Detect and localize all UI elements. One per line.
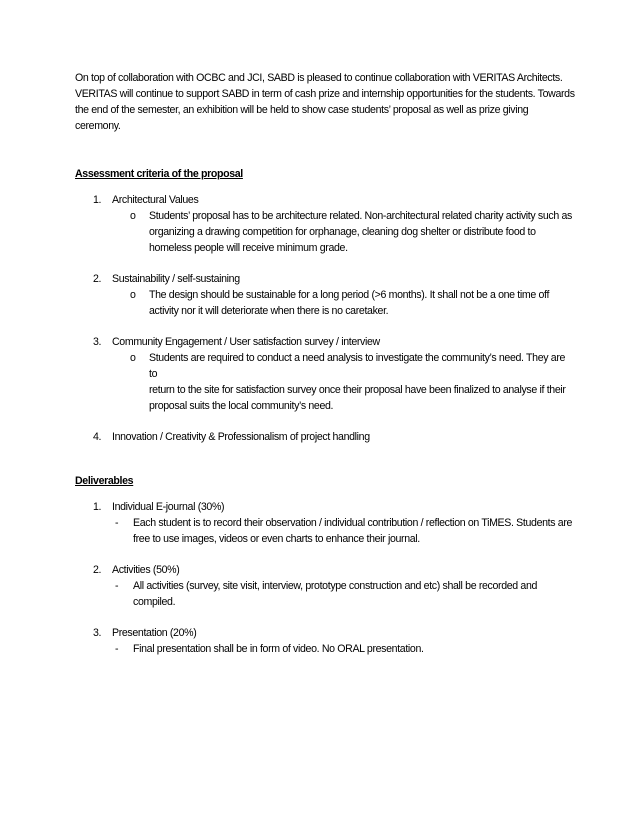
- bullet-marker: o: [130, 210, 136, 222]
- sub-point-line: free to use images, videos or even charts to enhance their journal.: [133, 533, 420, 545]
- item-title: Innovation / Creativity & Professionalism of project handling: [112, 431, 370, 443]
- deliverable-item: [75, 625, 575, 657]
- deliverable-item: [75, 562, 575, 610]
- sub-point: [112, 515, 575, 547]
- assessment-heading: Assessment criteria of the proposal: [75, 168, 243, 180]
- sub-point-line: activity nor it will deteriorate when there is no caretaker.: [149, 305, 389, 317]
- item-number: 2.: [93, 564, 102, 576]
- intro-line: the end of the semester, an exhibition will be held to show case students’ proposal as well as prize giving ceremony.: [75, 104, 529, 132]
- sub-point: [112, 578, 575, 610]
- assessment-item: [75, 271, 575, 319]
- sub-point-line: organizing a drawing competition for orphanage, cleaning dog shelter or distribute food to: [149, 226, 536, 238]
- sub-point: [112, 641, 575, 657]
- assessment-list: [75, 192, 575, 445]
- sub-point: [112, 208, 575, 256]
- bullet-marker: o: [130, 352, 136, 364]
- assessment-item: [75, 192, 575, 256]
- item-number: 3.: [93, 627, 102, 639]
- item-number: 4.: [93, 431, 102, 443]
- sub-point-line: Each student is to record their observation / individual contribution / reflection on TiMES. Students are: [133, 517, 573, 529]
- item-number: 3.: [93, 336, 102, 348]
- sub-point-line: The design should be sustainable for a long period (>6 months). It shall not be a one time off: [149, 289, 550, 301]
- deliverables-heading: Deliverables: [75, 475, 134, 487]
- dash-marker: -: [115, 643, 119, 655]
- bullet-marker: o: [130, 289, 136, 301]
- sub-point-line: Students’ proposal has to be architecture related. Non-architectural related charity activity such as: [149, 210, 572, 222]
- sub-point-line: compiled.: [133, 596, 176, 608]
- document-page: [75, 70, 575, 657]
- sub-point-line: proposal suits the local community’s need.: [149, 400, 334, 412]
- dash-marker: -: [115, 580, 119, 592]
- sub-point-line: homeless people will receive minimum grade.: [149, 242, 348, 254]
- item-number: 2.: [93, 273, 102, 285]
- dash-marker: -: [115, 517, 119, 529]
- sub-point-line: return to the site for satisfaction survey once their proposal have been finalized to analyse if their: [149, 384, 566, 396]
- sub-point: [112, 350, 575, 414]
- item-title: Architectural Values: [112, 194, 199, 206]
- item-title: Community Engagement / User satisfaction survey / interview: [112, 336, 380, 348]
- assessment-item: [75, 429, 575, 445]
- sub-point-line: All activities (survey, site visit, interview, prototype construction and etc) shall be recorded and: [133, 580, 538, 592]
- sub-point-line: Final presentation shall be in form of video. No ORAL presentation.: [133, 643, 424, 655]
- intro-paragraph: [75, 70, 575, 134]
- assessment-item: [75, 334, 575, 414]
- item-number: 1.: [93, 501, 102, 513]
- intro-line: On top of collaboration with OCBC and JCI, SABD is pleased to continue collaboration with VERITAS Architects.: [75, 72, 563, 84]
- deliverable-item: [75, 499, 575, 547]
- item-title: Sustainability / self-sustaining: [112, 273, 240, 285]
- item-title: Activities (50%): [112, 564, 180, 576]
- item-title: Presentation (20%): [112, 627, 197, 639]
- item-number: 1.: [93, 194, 102, 206]
- deliverables-list: [75, 499, 575, 657]
- item-title: Individual E-journal (30%): [112, 501, 225, 513]
- sub-point: [112, 287, 575, 319]
- sub-point-line: Students are required to conduct a need analysis to investigate the community’s need. They are to: [149, 352, 566, 380]
- intro-line: VERITAS will continue to support SABD in term of cash prize and internship opportunities for the students. Towards: [75, 88, 575, 100]
